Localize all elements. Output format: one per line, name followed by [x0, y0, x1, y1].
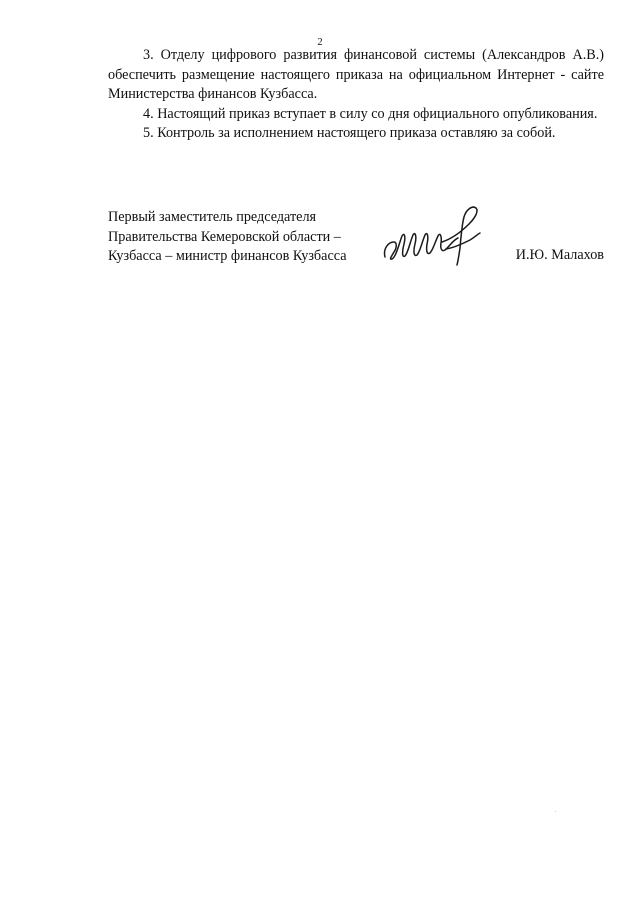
page-number: 2: [317, 37, 323, 48]
paragraph-item-5: 5. Контроль за исполнением настоящего приказа оставляю за собой.: [143, 125, 556, 141]
signer-name: И.Ю. Малахов: [515, 247, 604, 263]
scan-speck: [555, 811, 556, 812]
signer-position-line: Правительства Кемеровской области –: [108, 228, 341, 245]
signer-position-line: Первый заместитель председателя: [108, 209, 317, 225]
signer-position-line: Кузбасса – министр финансов Кузбасса: [108, 248, 347, 264]
signature-strokes: [385, 207, 480, 265]
body-text: [108, 46, 604, 144]
signer-position: [108, 208, 347, 267]
signature-block: [108, 208, 604, 278]
paragraph-item-4: 4. Настоящий приказ вступает в силу со дня официального опубликования.: [143, 105, 598, 122]
handwritten-signature: [380, 202, 506, 270]
paragraph-item-3: 3. Отделу цифрового развития финансовой системы (Александров А.В.) обеспечить размещение настоящего приказа на официальном Интернет - сайте Министерства финансов Кузбасса.: [108, 47, 604, 102]
